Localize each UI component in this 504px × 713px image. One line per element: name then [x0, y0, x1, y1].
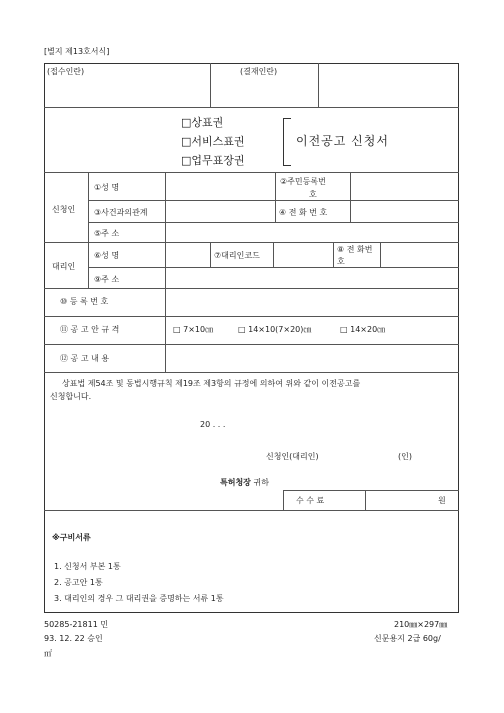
fee-label: 수 수 료: [296, 496, 325, 505]
declaration-line1: 상표법 제54조 및 동법시행규칙 제19조 제3항의 규정에 의하여 위와 같이 이전공고를: [62, 379, 361, 388]
applicant-phone-label: ④ 전 화 번 호: [279, 208, 328, 217]
ad-size-label: ⑪ 공 고 안 규 격: [60, 325, 120, 334]
footer-approval: 93. 12. 22 승인: [44, 634, 103, 643]
addressee: [220, 477, 269, 488]
required-docs-title: ※구비서류: [52, 533, 91, 542]
required-doc-item: 3. 대리인의 경우 그 대리권을 증명하는 서류 1통: [54, 594, 224, 603]
applicant-rrn-label-cont: 호: [309, 190, 317, 199]
applicant-relation-label: ③사건과의관계: [94, 208, 148, 217]
footer-paper-unit: ㎡: [44, 649, 52, 658]
required-doc-item: 1. 신청서 부본 1통: [54, 562, 121, 571]
registration-number-label: ⑩ 등 록 번 호: [60, 297, 109, 306]
declaration-line2: 신청합니다.: [50, 392, 92, 401]
addressee-name: 특허청장: [220, 478, 251, 487]
addressee-suffix: 귀하: [250, 478, 269, 487]
receipt-column-label: (접수인란): [47, 67, 85, 76]
agent-code-label: ⑦대리인코드: [214, 251, 260, 260]
footer-paper: 신문용지 2급 60g/: [374, 634, 441, 643]
ad-content-label: ⑫ 공 고 내 용: [60, 354, 110, 363]
title-bracket: [283, 118, 291, 166]
declaration-date: 20 . . .: [200, 420, 226, 429]
agent-phone-label-cont: 호: [337, 257, 345, 266]
signer-label: 신청인(대리인): [266, 452, 319, 461]
size-option-14x10[interactable]: □ 14×10(7×20)㎝: [238, 325, 312, 334]
size-option-14x20[interactable]: □ 14×20㎝: [340, 325, 386, 334]
title-option-service-mark: □서비스표권: [181, 135, 245, 148]
footer-size: 210㎜×297㎜: [394, 620, 448, 629]
form-title: 이전공고 신청서: [296, 134, 389, 148]
size-option-7x10[interactable]: □ 7×10㎝: [173, 325, 214, 334]
fee-unit: 원: [438, 496, 446, 505]
agent-phone-label: ⑧ 전 화번: [337, 245, 373, 254]
required-doc-item: 2. 공고안 1통: [54, 578, 103, 587]
title-option-business-mark: □업무표장권: [181, 154, 245, 167]
applicant-rrn-label: ②주민등록번: [280, 177, 326, 186]
approval-column-label: (결재인란): [240, 67, 278, 76]
applicant-section-label: 신청인: [52, 205, 76, 214]
applicant-name-label: ①성 명: [94, 183, 120, 192]
form-frame: [44, 63, 459, 613]
title-option-trademark: □상표권: [181, 116, 224, 129]
agent-name-label: ⑥성 명: [94, 251, 120, 260]
agent-address-label: ⑨주 소: [94, 275, 120, 284]
seal-mark: (인): [398, 452, 412, 461]
footer-code: 50285-21811 민: [44, 620, 109, 629]
form-number: [별지 제13호서식]: [44, 47, 110, 56]
agent-section-label: 대리인: [52, 262, 76, 271]
applicant-address-label: ⑤주 소: [94, 229, 120, 238]
